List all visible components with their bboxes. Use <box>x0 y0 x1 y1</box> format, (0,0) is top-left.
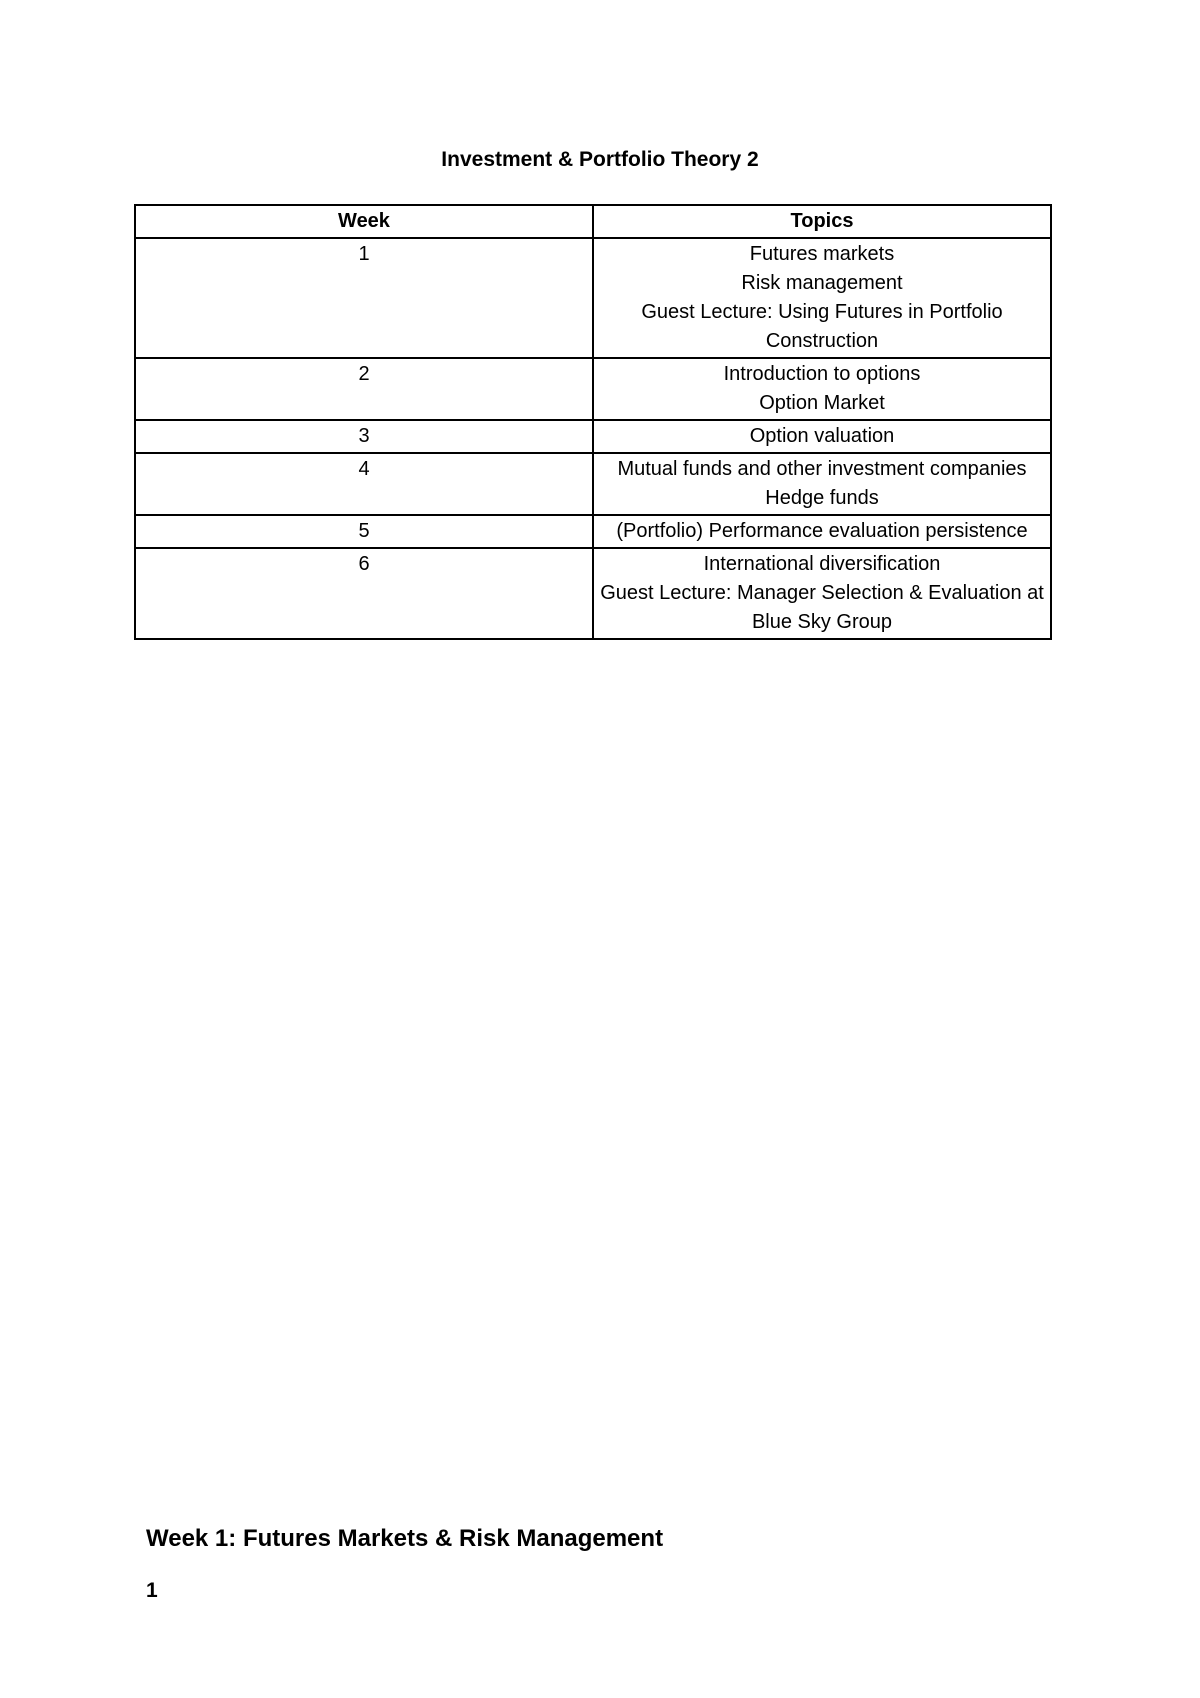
table-row <box>135 358 1051 420</box>
table-header-row <box>135 205 1051 238</box>
week-column-header: Week <box>135 205 593 238</box>
topic-item: Option Market <box>759 392 885 414</box>
topics-cell <box>593 358 1051 420</box>
topics-cell <box>593 515 1051 548</box>
table-row <box>135 420 1051 453</box>
section-heading: Week 1: Futures Markets & Risk Management <box>146 1525 664 1552</box>
topic-item: Risk management <box>741 272 903 294</box>
table-row <box>135 238 1051 358</box>
document-title: Investment & Portfolio Theory 2 <box>441 148 759 171</box>
topic-item: Futures markets <box>749 243 895 265</box>
course-schedule-table <box>134 204 1052 640</box>
topic-item: Guest Lecture: Manager Selection & Evaluation at Blue Sky Group <box>600 582 1044 633</box>
table-row <box>135 453 1051 515</box>
table-row <box>135 515 1051 548</box>
table-row <box>135 548 1051 639</box>
topic-item: International diversification <box>703 553 941 575</box>
page-number: 1 <box>146 1579 158 1602</box>
topic-item: Mutual funds and other investment companies <box>617 458 1027 480</box>
week-number-cell: 4 <box>135 453 593 515</box>
week-number-cell: 2 <box>135 358 593 420</box>
topics-cell <box>593 420 1051 453</box>
topic-item: Option valuation <box>749 425 895 447</box>
topic-item: (Portfolio) Performance evaluation persistence <box>616 520 1028 542</box>
week-number-cell: 3 <box>135 420 593 453</box>
topic-item: Introduction to options <box>723 363 921 385</box>
topics-cell <box>593 238 1051 358</box>
week-number-cell: 6 <box>135 548 593 639</box>
topics-column-header: Topics <box>593 205 1051 238</box>
topics-cell <box>593 548 1051 639</box>
topic-item: Guest Lecture: Using Futures in Portfolio Construction <box>641 301 1003 352</box>
topic-item: Hedge funds <box>765 487 879 509</box>
topics-cell <box>593 453 1051 515</box>
week-number-cell: 5 <box>135 515 593 548</box>
week-number-cell: 1 <box>135 238 593 358</box>
